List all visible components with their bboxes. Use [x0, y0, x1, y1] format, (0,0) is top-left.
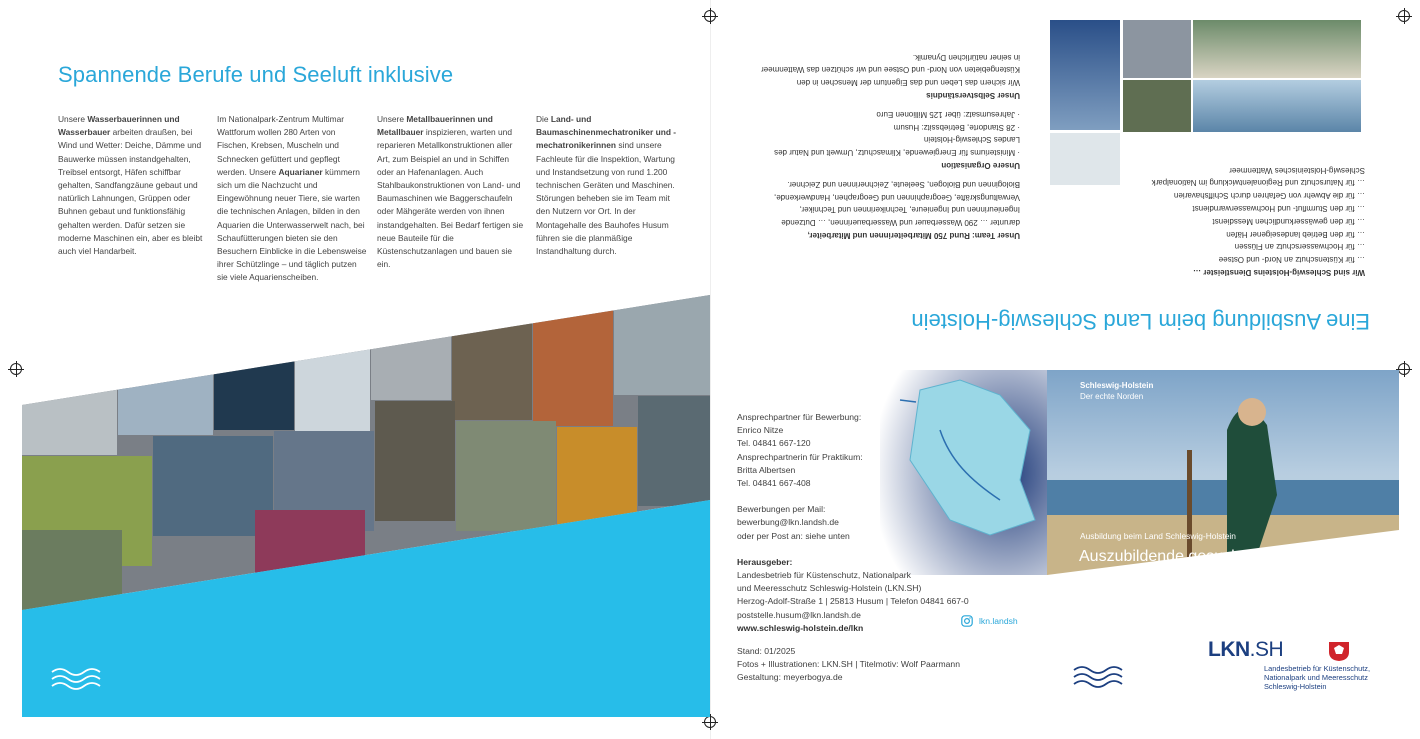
col-bold: Aquarianer: [278, 166, 323, 177]
photo-machine-hall: [452, 310, 532, 420]
instagram-handle[interactable]: [961, 615, 1018, 627]
registration-mark: [1398, 10, 1410, 22]
team-text: darunter … 290 Wasserbauer und Wasserbauerinnen, … Dutzende Ingenieurinnen und Ingenieure, Technikerinnen und Techniker, Verwaltungskräfte, Geographinnen und Geographen, Handwerkende, Biologinnen und Biologen, Seeleute, Zeichnerinnen und Zeichner.: [774, 179, 1020, 228]
contact-line: Britta Albertsen: [737, 464, 796, 475]
photo-boat-upside: [1050, 20, 1120, 130]
lkn-logo: [1208, 638, 1370, 691]
publisher-email[interactable]: poststelle.husum@lkn.landsh.de: [737, 609, 861, 620]
hero-brand-bold: Schleswig-Holstein: [1080, 381, 1154, 390]
logo-tagline: [1264, 664, 1414, 691]
org-heading: Unsere Organisation: [941, 161, 1020, 171]
photo-winter-upside: [1050, 133, 1120, 185]
col-text: arbeiten draußen, bei Wind und Wetter: Deiche, Dämme und Bauwerke müssen instandgehalten, Treibsel entsorgt, Häfen schiffbar gehalten, Sandfangzäune gebaut und natürlich Lahnungen, Grüppen oder Buhnen gebaut und funktionsfähig gehalten werden. Dafür setzen sie moderne Maschinen ein, aber es bleibt auch viel Handarbeit.: [58, 127, 203, 257]
services-item: … für Hochwasserschutz an Flüssen: [1234, 242, 1365, 252]
publisher-line: Landesbetrieb für Küstenschutz, Nationalpark: [737, 570, 911, 581]
photo-dock: [456, 421, 556, 531]
instagram-label: lkn.landsh: [979, 616, 1018, 626]
publisher-heading: Herausgeber:: [737, 556, 793, 567]
services-item: … für die Abwehr von Gefahren durch Schiffshavarien: [1173, 191, 1365, 201]
website-link[interactable]: www.schleswig-holstein.de/lkn: [737, 622, 864, 633]
photo-field-upside: [1123, 80, 1191, 132]
col-bold: Wasserbauerinnen und Wasserbauer: [58, 114, 180, 138]
col-text: sind unsere Fachleute für die Inspektion, Wartung und Instandsetzung von rund 1.200 technischen Geräten und Maschinen. Störungen beheben sie im Team mit den Nutzern vor Ort. In der Montagehalle des Bauhofes Husum führen sie die planmäßige Instandhaltung durch.: [536, 140, 675, 257]
logo-wordmark: [1208, 638, 1283, 662]
services-item: … für Naturschutz und Regionalentwicklung im Nationalpark Schleswig-Holsteinisches Wattenmeer: [1151, 165, 1365, 188]
hero-subtitle: Ausbildung beim Land Schleswig-Holstein: [1080, 531, 1236, 541]
logo-line: Schleswig-Holstein: [1264, 682, 1327, 691]
services-item: … für den Betrieb landeseigener Häfen: [1226, 229, 1365, 239]
upside-down-services: [1140, 163, 1365, 278]
wave-icon: [1072, 666, 1128, 690]
instagram-icon: [961, 615, 973, 627]
contact-email[interactable]: bewerbung@lkn.landsh.de: [737, 517, 839, 528]
crest-icon: [1328, 640, 1350, 662]
imprint-line: Gestaltung: meyerbogya.de: [737, 672, 843, 683]
services-heading: Wir sind Schleswig-Holsteins Dienstleister …: [1193, 268, 1365, 278]
contact-line: Ansprechpartnerin für Praktikum:: [737, 451, 863, 462]
col-text: Die: [536, 114, 551, 124]
contact-block: [737, 411, 997, 635]
services-item: … für den gewässerkundlichen Messdienst: [1212, 216, 1365, 226]
photo-birds-upside: [1193, 80, 1361, 132]
col-bold: Metallbauerinnen und Metallbauer: [377, 114, 493, 138]
contact-line: Bewerbungen per Mail:: [737, 504, 826, 515]
photo-shark: [214, 350, 294, 430]
fold-line: [710, 0, 711, 739]
hero-brand-sub: Der echte Norden: [1080, 392, 1144, 401]
hero-title: Auszubildende gesucht: [1079, 548, 1245, 565]
upside-down-title: Eine Ausbildung beim Land Schleswig-Holstein: [911, 309, 1370, 334]
logo-line: Landesbetrieb für Küstenschutz,: [1264, 664, 1370, 673]
logo-word-rest: .SH: [1249, 638, 1284, 661]
imprint-line: Fotos + Illustrationen: LKN.SH | Titelmotiv: Wolf Paarmann: [737, 659, 960, 670]
photo-beach: [22, 380, 117, 455]
self-text: Wir sichern das Leben und das Eigentum der Menschen in den Küstengebieten von Nord- und Ostsee und wir schützen das Wattenmeer in seiner natürlichen Dynamik.: [761, 52, 1020, 88]
photo-metal-tank: [371, 320, 451, 400]
org-item: · 28 Standorte, Betriebssitz: Husum: [893, 122, 1020, 132]
logo-line: Nationalpark und Meeresschutz: [1264, 673, 1368, 682]
col-text: Unsere: [377, 114, 407, 124]
photo-tractor: [533, 296, 613, 426]
registration-mark: [1398, 363, 1410, 375]
org-item: · Jahresumsatz: über 125 Millionen Euro: [876, 109, 1020, 119]
services-item: … für Küstenschutz an Nord- und Ostsee: [1218, 255, 1365, 265]
upside-down-team-org: [760, 50, 1020, 241]
contact-line: Enrico Nitze: [737, 425, 784, 436]
photo-welding: [375, 401, 455, 521]
photo-garage: [638, 396, 710, 506]
imprint-block: [737, 645, 997, 685]
contact-phone[interactable]: Tel. 04841 667-408: [737, 478, 811, 489]
col-text: Im Nationalpark-Zentrum Multimar Wattforum wollen 280 Arten von Fischen, Krebsen, Muscheln und Schnecken gefüttert und gepflegt werden. Unsere: [217, 114, 345, 177]
photo-dune-upside: [1193, 20, 1361, 78]
imprint-line: Stand: 01/2025: [737, 646, 796, 656]
photo-workshop: [295, 340, 370, 440]
services-item: … für den Sturmflut- und Hochwasserwarndienst: [1192, 204, 1365, 214]
col-text: kümmern sich um die Nachzucht und Eingewöhnung neuer Tiere, sie warten die technischen Anlagen, bilden in den Aquarien die Unterwasserwelt nach, bei Schaufütterungen bieten sie den Besuchern Einblicke in die Lebensweise ihrer Schützlinge – und täglich putzen sie viele Aquarienscheiben.: [217, 166, 367, 283]
left-headline: Spannende Berufe und Seeluft inklusive: [58, 62, 454, 87]
col-bold: Land- und Baumaschinenmechatroniker und -mechatronikerinnen: [536, 114, 677, 151]
contact-line: oder per Post an: siehe unten: [737, 530, 850, 541]
contact-line: Ansprechpartner für Bewerbung:: [737, 412, 862, 422]
col-text: inspizieren, warten und reparieren Metallkonstruktionen aller Art, zum Beispiel an und in Schiffen oder an Hafenanlagen. Auch Stahlbaukonstruktionen von Land- und Baumaschinen wie Baggerschaufeln oder Mähgeräte werden von ihnen instandgehalten. Bei Bedarf fertigen sie neue Bauteile für die Küstenschutzanlagen und bauen sie ein.: [377, 127, 524, 270]
photo-excavator: [118, 370, 213, 435]
contact-phone[interactable]: Tel. 04841 667-120: [737, 438, 811, 449]
org-item: · Ministeriums für Energiewende, Klimaschutz, Umwelt und Natur des Landes Schleswig-Holstein: [774, 135, 1020, 158]
photo-waves-upside: [1123, 20, 1191, 78]
team-heading: Unser Team: Rund 750 Mitarbeiterinnen und Mitarbeiter,: [807, 231, 1020, 241]
col-text: Unsere: [58, 114, 88, 124]
photo-orange-machine: [557, 427, 637, 527]
publisher-line: Herzog-Adolf-Straße 1 | 25813 Husum | Telefon 04841 667-0: [737, 596, 969, 607]
publisher-line: und Meeresschutz Schleswig-Holstein (LKN.SH): [737, 583, 922, 594]
self-heading: Unser Selbstverständnis: [926, 91, 1020, 101]
hero-brand: [1080, 380, 1153, 402]
logo-word-bold: LKN: [1208, 638, 1250, 661]
photo-workers: [614, 290, 710, 395]
